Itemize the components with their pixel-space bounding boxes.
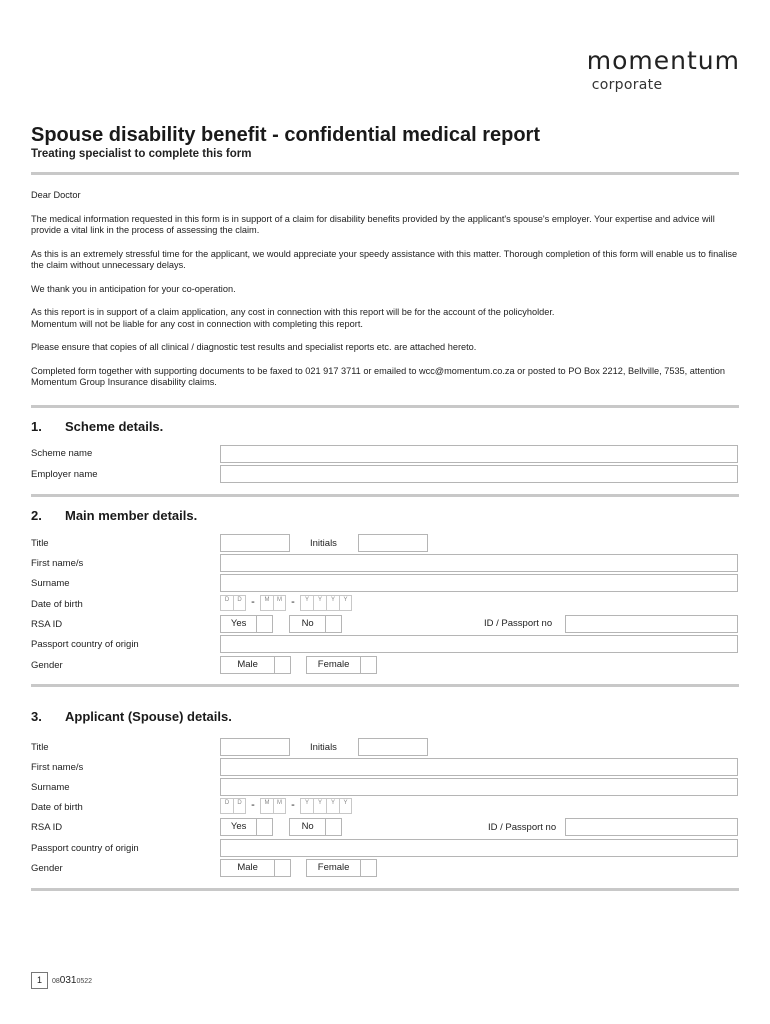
member-id-passport-label: ID / Passport no — [484, 618, 553, 629]
spouse-surname-label: Surname — [31, 782, 70, 793]
dob-separator: - — [291, 799, 295, 811]
section-number: 2. — [31, 508, 42, 523]
scheme-name-input[interactable] — [220, 445, 738, 463]
option-label: Male — [237, 659, 258, 670]
dob-year-cell[interactable]: Y — [326, 595, 339, 611]
spouse-rsa-id-label: RSA ID — [31, 822, 63, 833]
option-label: No — [301, 618, 314, 629]
member-title-label: Title — [31, 538, 49, 549]
spouse-passport-country-label: Passport country of origin — [31, 843, 139, 854]
member-rsa-id-no-option[interactable] — [289, 615, 342, 633]
divider — [31, 405, 739, 408]
member-initials-input[interactable] — [358, 534, 428, 552]
member-passport-country-label: Passport country of origin — [31, 639, 139, 650]
dob-separator: - — [251, 596, 255, 608]
spouse-passport-country-input[interactable] — [220, 839, 738, 857]
yes-checkbox[interactable] — [256, 819, 272, 835]
spouse-initials-label: Initials — [310, 742, 337, 753]
dob-year-cell[interactable]: Y — [313, 798, 326, 814]
dob-year-cell[interactable]: Y — [300, 798, 313, 814]
male-checkbox[interactable] — [274, 657, 290, 673]
logo-subtitle: corporate — [591, 77, 663, 93]
section-2-heading — [31, 508, 197, 523]
spouse-title-label: Title — [31, 742, 49, 753]
spouse-initials-input[interactable] — [358, 738, 428, 756]
dob-day-cell[interactable]: D — [220, 798, 233, 814]
momentum-logo — [587, 46, 740, 93]
employer-name-input[interactable] — [220, 465, 738, 483]
male-checkbox[interactable] — [274, 860, 290, 876]
dob-year-cell[interactable]: Y — [339, 595, 352, 611]
letter-paragraph: The medical information requested in this form is in support of a claim for disability benefits provided by the applicant's spouse's employer. Your expertise and advice will provide a vital link in the process of assessing the claim. — [31, 213, 715, 235]
member-rsa-id-label: RSA ID — [31, 619, 63, 630]
spouse-first-names-label: First name/s — [31, 762, 84, 773]
member-first-names-label: First name/s — [31, 558, 84, 569]
dob-separator: - — [291, 596, 295, 608]
letter-paragraph: Please ensure that copies of all clinical / diagnostic test results and specialist reports etc. are attached hereto. — [31, 342, 477, 352]
option-label: Yes — [230, 618, 247, 629]
dob-year-cell[interactable]: Y — [300, 595, 313, 611]
member-title-input[interactable] — [220, 534, 290, 552]
member-initials-label: Initials — [310, 538, 337, 549]
dob-day-cell[interactable]: D — [220, 595, 233, 611]
yes-checkbox[interactable] — [256, 616, 272, 632]
option-label: No — [301, 821, 314, 832]
letter-liability-line: Momentum will not be liable for any cost in connection with completing this report. — [31, 318, 363, 329]
dob-separator: - — [251, 799, 255, 811]
spouse-surname-input[interactable] — [220, 778, 738, 796]
spouse-dob-input[interactable] — [220, 798, 352, 814]
option-label: Male — [237, 862, 258, 873]
letter-paragraph: As this is an extremely stressful time for the applicant, we would appreciate your speedy assistance with this matter. Thorough completion of this form will enable us to finalise the claim without unnecessary delays. — [31, 248, 738, 270]
dob-year-cell[interactable]: Y — [313, 595, 326, 611]
member-surname-label: Surname — [31, 578, 70, 589]
divider — [31, 684, 739, 687]
divider — [31, 494, 739, 497]
section-number: 1. — [31, 419, 42, 434]
page-number: 1 — [31, 972, 48, 989]
option-label: Female — [317, 862, 350, 873]
spouse-first-names-input[interactable] — [220, 758, 738, 776]
no-checkbox[interactable] — [325, 819, 341, 835]
member-id-passport-input[interactable] — [565, 615, 738, 633]
form-code-prefix: 08 — [52, 978, 60, 985]
female-checkbox[interactable] — [360, 860, 376, 876]
letter-paragraph — [31, 307, 739, 330]
employer-name-label: Employer name — [31, 469, 98, 480]
dob-month-cell[interactable]: M — [260, 798, 273, 814]
member-gender-label: Gender — [31, 660, 63, 671]
member-dob-label: Date of birth — [31, 599, 83, 610]
spouse-id-passport-label: ID / Passport no — [488, 822, 557, 833]
option-label: Yes — [230, 821, 247, 832]
form-code — [52, 975, 92, 986]
option-label: Female — [317, 659, 350, 670]
page-footer — [31, 972, 92, 989]
spouse-dob-label: Date of birth — [31, 802, 83, 813]
letter-greeting: Dear Doctor — [31, 190, 81, 200]
spouse-title-input[interactable] — [220, 738, 290, 756]
dob-month-cell[interactable]: M — [273, 595, 286, 611]
dob-month-cell[interactable]: M — [273, 798, 286, 814]
member-passport-country-input[interactable] — [220, 635, 738, 653]
female-checkbox[interactable] — [360, 657, 376, 673]
dob-month-cell[interactable]: M — [260, 595, 273, 611]
divider — [31, 888, 739, 891]
section-title: Scheme details. — [65, 419, 164, 434]
form-code-suffix: 0522 — [76, 978, 93, 985]
section-title: Applicant (Spouse) details. — [65, 709, 232, 724]
section-3-heading — [31, 709, 232, 724]
dob-year-cell[interactable]: Y — [326, 798, 339, 814]
divider — [31, 172, 739, 175]
section-1-heading — [31, 419, 163, 434]
member-rsa-id-yes-option[interactable] — [220, 615, 273, 633]
letter-paragraph: We thank you in anticipation for your co-operation. — [31, 283, 236, 294]
member-gender-female-option[interactable] — [306, 656, 377, 674]
no-checkbox[interactable] — [325, 616, 341, 632]
member-surname-input[interactable] — [220, 574, 738, 592]
letter-cost-line: As this report is in support of a claim application, any cost in connection with this report will be for the account of the policyholder. — [31, 307, 555, 317]
spouse-gender-male-option[interactable] — [220, 859, 291, 877]
cover-letter — [31, 190, 739, 401]
page-subtitle: Treating specialist to complete this form — [31, 148, 252, 160]
section-title: Main member details. — [65, 508, 198, 523]
dob-year-cell[interactable]: Y — [339, 798, 352, 814]
spouse-gender-female-option[interactable] — [306, 859, 377, 877]
section-number: 3. — [31, 709, 42, 724]
member-first-names-input[interactable] — [220, 554, 738, 572]
page-title: Spouse disability benefit - confidential medical report — [31, 124, 540, 146]
letter-paragraph: Completed form together with supporting documents to be faxed to 021 917 3711 or emailed to wcc@momentum.co.za or posted to PO Box 2212, Bellville, 7535, attention Momentum Group Insurance disability claims. — [31, 365, 726, 387]
member-gender-male-option[interactable] — [220, 656, 291, 674]
scheme-name-label: Scheme name — [31, 448, 93, 459]
spouse-rsa-id-no-option[interactable] — [289, 818, 342, 836]
spouse-id-passport-input[interactable] — [565, 818, 738, 836]
member-dob-input[interactable] — [220, 595, 352, 611]
logo-wordmark: momentum — [586, 46, 740, 75]
dob-day-cell[interactable]: D — [233, 798, 246, 814]
dob-day-cell[interactable]: D — [233, 595, 246, 611]
spouse-gender-label: Gender — [31, 863, 63, 874]
spouse-rsa-id-yes-option[interactable] — [220, 818, 273, 836]
form-code-main: 031 — [59, 975, 77, 986]
